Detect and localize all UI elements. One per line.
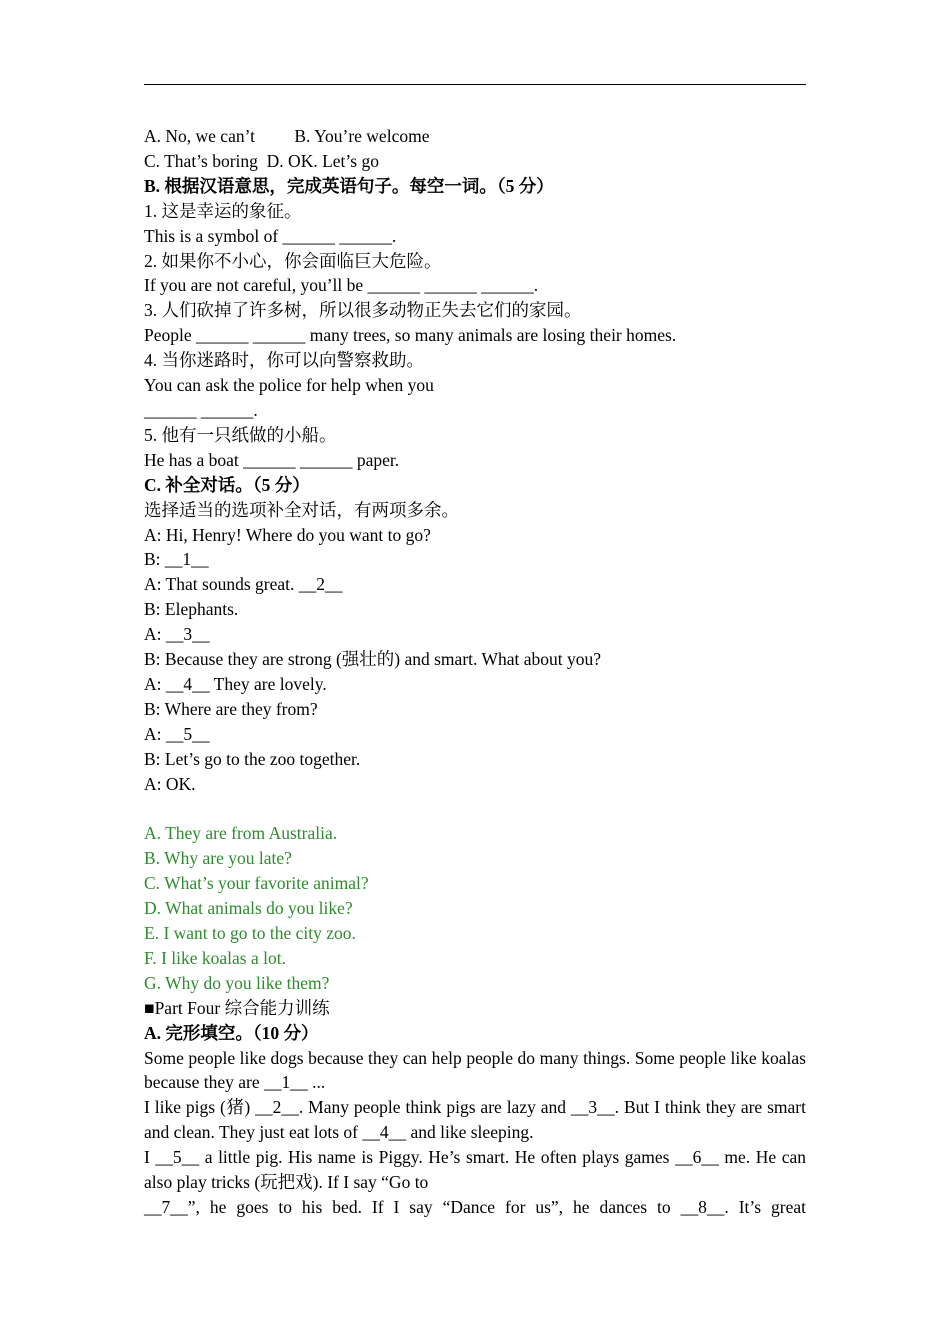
- dialogue-option: C. What’s your favorite animal?: [144, 873, 369, 894]
- dialogue-option: D. What animals do you like?: [144, 898, 353, 919]
- dialogue-line: B: Because they are strong (强壮的) and smart. What about you?: [144, 649, 601, 670]
- dialogue-line: B: Where are they from?: [144, 698, 318, 719]
- options-line-2: C. That’s boring D. OK. Let’s go: [144, 150, 379, 171]
- cloze-paragraph-3-continued: __7__”, he goes to his bed. If I say “Dance for us”, he dances to __8__. It’s great: [144, 1196, 806, 1217]
- question-1-chinese: 1. 这是幸运的象征。: [144, 200, 302, 221]
- section-c-instruction: 选择适当的选项补全对话，有两项多余。: [144, 499, 459, 520]
- dialogue-option: E. I want to go to the city zoo.: [144, 922, 356, 943]
- question-3-chinese: 3. 人们砍掉了许多树，所以很多动物正失去它们的家园。: [144, 300, 582, 321]
- dialogue-line: A: __5__: [144, 723, 210, 744]
- dialogue-line: A: That sounds great. __2__: [144, 574, 343, 595]
- dialogue-line: A: __4__ They are lovely.: [144, 673, 327, 694]
- header-rule: [144, 84, 806, 85]
- cloze-heading: A. 完形填空。（10 分）: [144, 1022, 319, 1043]
- question-2-english: If you are not careful, you’ll be ______ ______ ______.: [144, 275, 539, 296]
- section-b-heading: B. 根据汉语意思，完成英语句子。每空一词。（5 分）: [144, 175, 554, 196]
- question-3-english: People ______ ______ many trees, so many animals are losing their homes.: [144, 325, 677, 346]
- part-four-title: ■Part Four 综合能力训练: [144, 997, 330, 1018]
- spacer: [144, 796, 806, 821]
- cloze-paragraph-1: Some people like dogs because they can help people do many things. Some people like koalas because they are __1__ ...: [144, 1047, 806, 1093]
- options-line-1: A. No, we can’t B. You’re welcome: [144, 126, 430, 146]
- dialogue-line: B: Elephants.: [144, 599, 239, 620]
- dialogue-line: B: __1__: [144, 549, 209, 570]
- dialogue-line: A: Hi, Henry! Where do you want to go?: [144, 524, 431, 545]
- dialogue-option: B. Why are you late?: [144, 848, 292, 869]
- dialogue-option: A. They are from Australia.: [144, 823, 338, 844]
- question-4-chinese: 4. 当你迷路时，你可以向警察救助。: [144, 350, 424, 371]
- dialogue-option: G. Why do you like them?: [144, 972, 330, 993]
- dialogue-option: F. I like koalas a lot.: [144, 947, 286, 968]
- dialogue-line: A: __3__: [144, 624, 210, 645]
- document-body: [144, 124, 806, 1220]
- dialogue-line: B: Let’s go to the zoo together.: [144, 748, 361, 769]
- cloze-paragraph-2: I like pigs (猪) __2__. Many people think pigs are lazy and __3__. But I think they are smart and clean. They just eat lots of __4__ and like sleeping.: [144, 1097, 806, 1143]
- question-5-english: He has a boat ______ ______ paper.: [144, 449, 400, 470]
- cloze-paragraph-3: I __5__ a little pig. His name is Piggy. He’s smart. He often plays games __6__ me. He can also play tricks (玩把戏). If I say “Go to: [144, 1147, 806, 1193]
- question-5-chinese: 5. 他有一只纸做的小船。: [144, 424, 337, 445]
- dialogue-line: A: OK.: [144, 773, 196, 794]
- question-4-english-blanks: ______ ______.: [144, 399, 258, 420]
- question-1-english: This is a symbol of ______ ______.: [144, 225, 397, 246]
- question-2-chinese: 2. 如果你不小心，你会面临巨大危险。: [144, 250, 442, 271]
- question-4-english: You can ask the police for help when you: [144, 375, 434, 396]
- section-c-heading: C. 补全对话。（5 分）: [144, 474, 310, 495]
